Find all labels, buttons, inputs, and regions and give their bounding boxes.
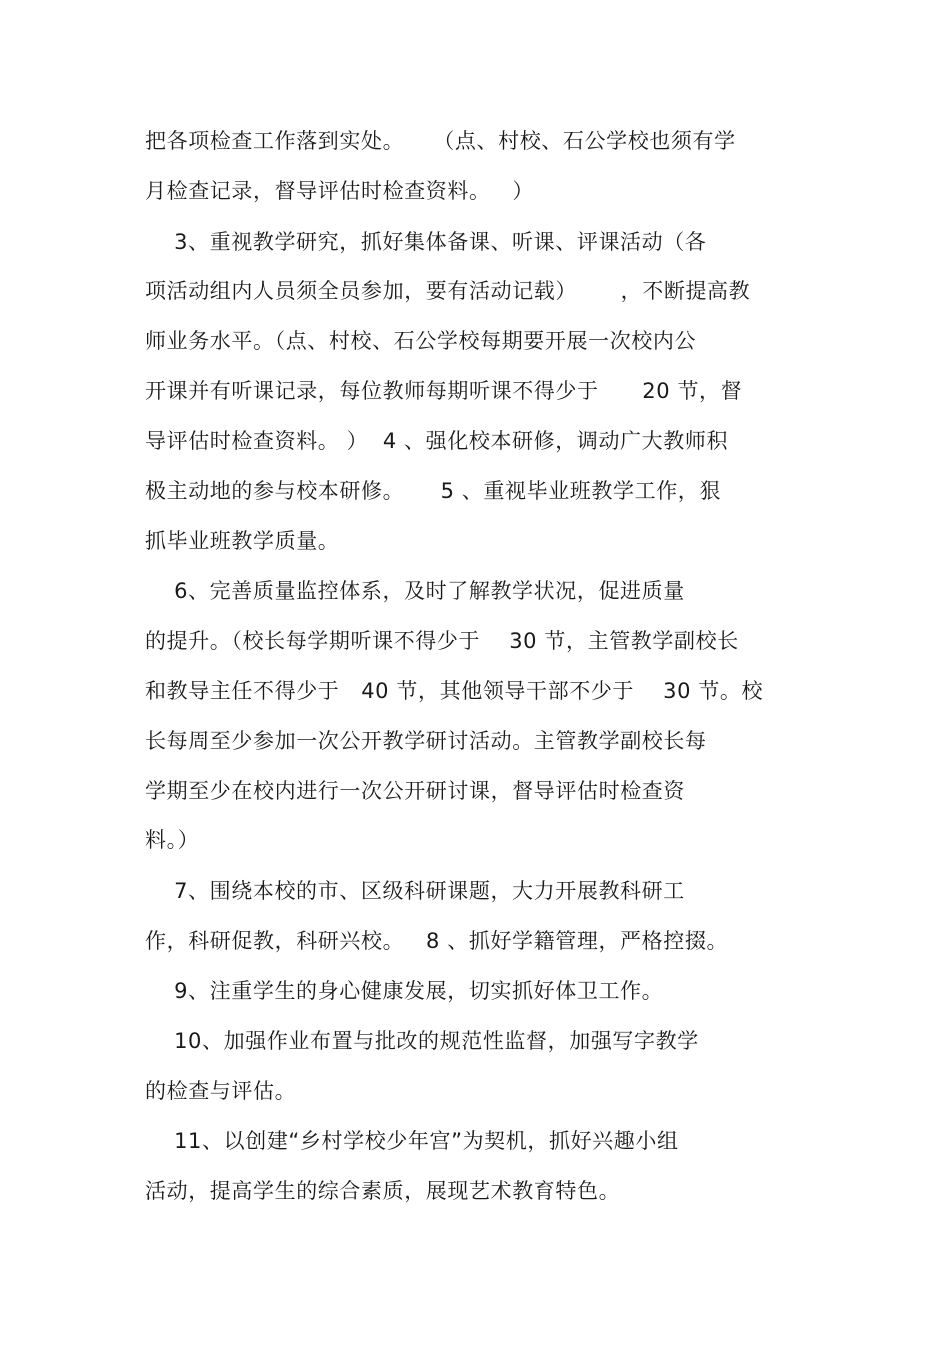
text-line: 料。） [145, 828, 200, 852]
text-line: 把各项检查工作落到实处。 （点、村校、石公学校也须有学 [145, 129, 736, 153]
text-line: 10、加强作业布置与批改的规范性监督，加强写字教学 [145, 1029, 699, 1053]
text-line: 11、以创建“乡村学校少年宫”为契机，抓好兴趣小组 [145, 1129, 679, 1153]
text-line: 活动，提高学生的综合素质，展现艺术教育特色。 [145, 1179, 621, 1203]
text-line: 月检查记录，督导评估时检查资料。 ） [145, 179, 535, 203]
text-line: 项活动组内人员须全员参加，要有活动记载） ，不断提高教 [145, 279, 751, 303]
text-line: 的提升。（校长每学期听课不得少于 30 节，主管教学副校长 [145, 629, 739, 653]
text-line: 9、注重学生的身心健康发展，切实抓好体卫工作。 [145, 979, 664, 1003]
text-line: 和教导主任不得少于 40 节，其他领导干部不少于 30 节。校 [145, 679, 764, 703]
text-line: 开课并有听课记录，每位教师每期听课不得少于 20 节，督 [145, 379, 743, 403]
text-line: 学期至少在校内进行一次公开研讨课，督导评估时检查资 [145, 779, 685, 803]
text-line: 抓毕业班教学质量。 [145, 529, 340, 553]
text-line: 长每周至少参加一次公开教学研讨活动。主管教学副校长每 [145, 729, 707, 753]
text-line: 的检查与评估。 [145, 1079, 297, 1103]
text-line: 3、重视教学研究，抓好集体备课、听课、评课活动（各 [145, 230, 707, 254]
text-line: 师业务水平。（点、村校、石公学校每期要开展一次校内公 [145, 329, 697, 353]
text-line: 7、围绕本校的市、区级科研课题，大力开展教科研工 [145, 879, 685, 903]
text-line: 作，科研促教，科研兴校。 8 、抓好学籍管理，严格控掇。 [145, 929, 729, 953]
text-line: 极主动地的参与校本研修。 5 、重视毕业班教学工作，狠 [145, 479, 722, 503]
text-line: 导评估时检查资料。 ） 4 、强化校本研修，调动广大教师积 [145, 429, 729, 453]
text-line: 6、完善质量监控体系，及时了解教学状况，促进质量 [145, 579, 685, 603]
